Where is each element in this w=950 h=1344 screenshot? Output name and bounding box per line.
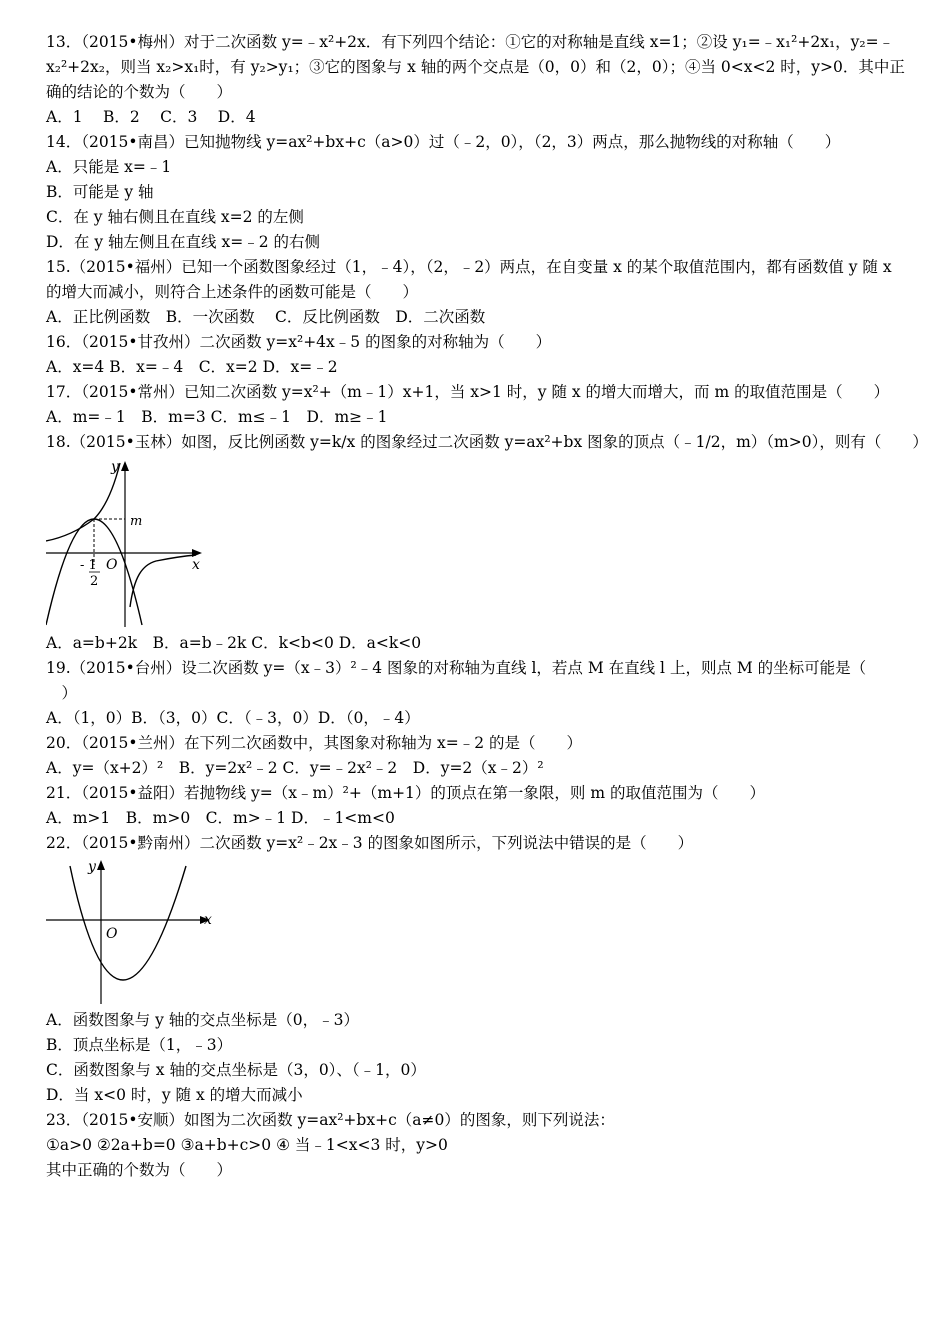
answer-options: A．a=b+2k B．a=b﹣2k C．k<b<0 D．a<k<0	[46, 634, 422, 652]
answer-option-c: C．函数图象与 x 轴的交点坐标是（3，0）、（﹣1，0）	[46, 1061, 426, 1079]
figure-22-graph	[46, 858, 221, 1006]
figure-18-graph	[46, 457, 216, 629]
question-line: 16．（2015•甘孜州）二次函数 y=x²+4x﹣5 的图象的对称轴为（ ）	[46, 333, 552, 351]
question-line: 确的结论的个数为（ ）	[46, 83, 233, 101]
hyperbola-right-branch	[130, 555, 196, 607]
answer-option-a: A．函数图象与 y 轴的交点坐标是（0，﹣3）	[46, 1011, 360, 1029]
question-line: x₂²+2x₂，则当 x₂>x₁时，有 y₂>y₁；③它的图象与 x 轴的两个交点是（0，0）和（2，0）；④当 0<x<2 时，y>0．其中正	[46, 58, 905, 76]
question-line: 18.（2015•玉林）如图，反比例函数 y=k/x 的图象经过二次函数 y=ax²+bx 图象的顶点（﹣1/2，m）（m>0），则有（ ）	[46, 433, 928, 451]
question-18	[46, 430, 928, 656]
answer-option-d: D．在 y 轴左侧且在直线 x=﹣2 的右侧	[46, 233, 320, 251]
question-14	[46, 130, 908, 255]
y-axis-label: y	[111, 459, 119, 475]
answer-option-c: C．在 y 轴右侧且在直线 x=2 的左侧	[46, 208, 304, 226]
y-axis-label: y	[88, 859, 96, 875]
m-label: m	[130, 514, 143, 529]
answer-options: A．m=﹣1 B．m=3 C．m≤﹣1 D．m≥﹣1	[46, 408, 388, 426]
answer-option-b: B．可能是 y 轴	[46, 183, 154, 201]
question-line: 22．（2015•黔南州）二次函数 y=x²﹣2x﹣3 的图象如图所示，下列说法中错误的是（ ）	[46, 834, 694, 852]
question-line: 21．（2015•益阳）若抛物线 y=（x﹣m）²+（m+1）的顶点在第一象限，则 m 的取值范围为（ ）	[46, 784, 765, 802]
question-line: 19.（2015•台州）设二次函数 y=（x﹣3）²﹣4 图象的对称轴为直线 l，若点 M 在直线 l 上，则点 M 的坐标可能是（	[46, 659, 867, 677]
question-line: 20．（2015•兰州）在下列二次函数中，其图象对称轴为 x=﹣2 的是（ ）	[46, 734, 583, 752]
answer-options: A．（1，0）B．（3，0）C．（﹣3，0）D．（0，﹣4）	[46, 709, 420, 727]
question-line: 17．（2015•常州）已知二次函数 y=x²+（m﹣1）x+1，当 x>1 时，y 随 x 的增大而增大，而 m 的取值范围是（ ）	[46, 383, 890, 401]
origin-label: O	[106, 557, 118, 573]
question-23	[46, 1108, 908, 1183]
answer-options: A．y=（x+2）² B．y=2x²﹣2 C．y=﹣2x²﹣2 D．y=2（x﹣2）²	[46, 759, 544, 777]
question-16	[46, 330, 908, 380]
y-axis-arrow	[97, 860, 105, 870]
question-20	[46, 731, 908, 781]
question-line: 的增大而减小，则符合上述条件的函数可能是（ ）	[46, 283, 419, 301]
question-22	[46, 831, 908, 1108]
question-17	[46, 380, 908, 430]
question-line: ）	[46, 684, 78, 702]
parabola-curve	[70, 866, 186, 980]
question-line: 14．（2015•南昌）已知抛物线 y=ax²+bx+c（a>0）过（﹣2，0），（2，3）两点，那么抛物线的对称轴（ ）	[46, 133, 841, 151]
x-axis-label: x	[192, 557, 200, 573]
answer-options: A．m>1 B．m>0 C．m>﹣1 D．﹣1<m<0	[46, 809, 395, 827]
answer-options: A．正比例函数 B．一次函数 C．反比例函数 D．二次函数	[46, 308, 486, 326]
question-line: 13．（2015•梅州）对于二次函数 y=﹣x²+2x．有下列四个结论：①它的对称轴是直线 x=1；②设 y₁=﹣x₁²+2x₁，y₂=﹣	[46, 33, 895, 51]
answer-option-a: A．只能是 x=﹣1	[46, 158, 172, 176]
answer-options: A．1 B．2 C．3 D．4	[46, 108, 256, 126]
question-15	[46, 255, 908, 330]
worksheet	[46, 30, 928, 1183]
question-line: 其中正确的个数为（ ）	[46, 1161, 233, 1179]
question-line: ①a>0 ②2a+b=0 ③a+b+c>0 ④ 当﹣1<x<3 时，y>0	[46, 1136, 448, 1154]
answer-option-b: B．顶点坐标是（1，﹣3）	[46, 1036, 233, 1054]
question-21	[46, 781, 908, 831]
question-13	[46, 30, 908, 130]
x-axis-label: x	[204, 912, 212, 928]
answer-options: A．x=4 B．x=﹣4 C．x=2 D．x=﹣2	[46, 358, 338, 376]
origin-label: O	[106, 926, 118, 942]
question-line: 15.（2015•福州）已知一个函数图象经过（1，﹣4），（2，﹣2）两点，在自变量 x 的某个取值范围内，都有函数值 y 随 x	[46, 258, 892, 276]
neg-one-label: - 1	[80, 558, 97, 573]
question-19	[46, 656, 908, 731]
answer-option-d: D．当 x<0 时，y 随 x 的增大而减小	[46, 1086, 303, 1104]
question-line: 23．（2015•安顺）如图为二次函数 y=ax²+bx+c（a≠0）的图象，则下列说法：	[46, 1111, 615, 1129]
y-axis-arrow	[121, 461, 129, 471]
two-label: 2	[90, 574, 99, 589]
